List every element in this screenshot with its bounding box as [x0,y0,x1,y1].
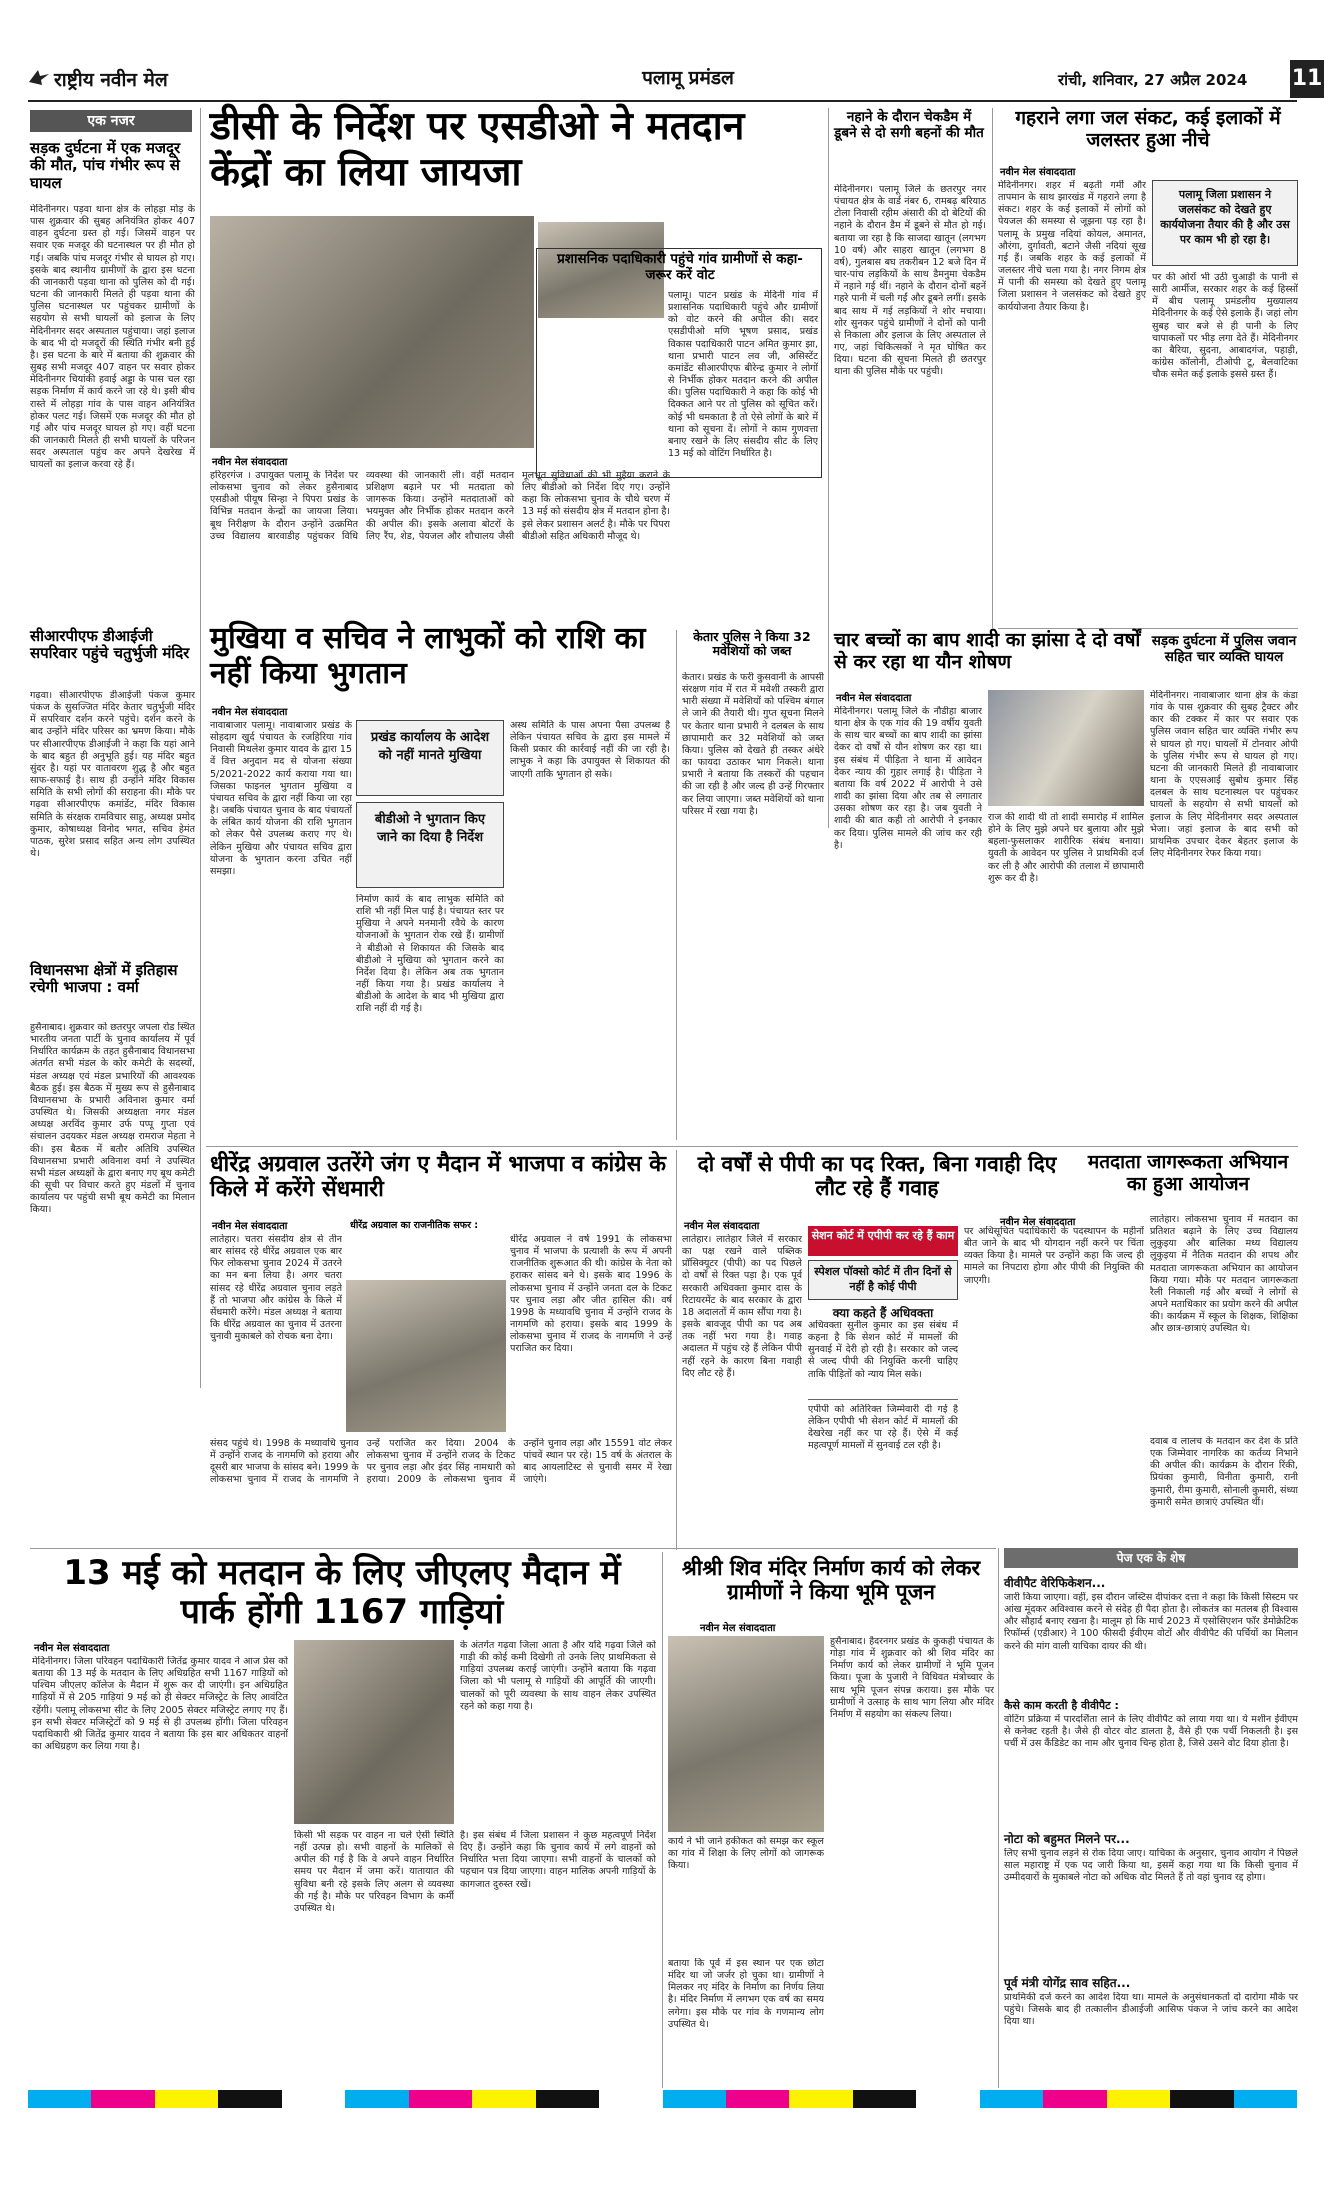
temple-byline: नवीन मेल संवाददाता [700,1623,776,1634]
cattle-body: केतार। प्रखंड के फरी कुसवानी के आपसी संरक्षण गांव में रात में मवेशी तस्करी द्वारा भारी संख्या में मवेशियों को पश्चिम बंगाल ले जाने की तैयारी थी। गुप्त सूचना मिलने पर केतार थाना प्रभारी ने दलबल के साथ छापामारी कर 32 मवेशियों को जब्त किया। पुलिस को देखते ही तस्कर अंधेरे का फायदा उठाकर भाग निकले। थाना प्रभारी ने बताया कि तस्करों की पहचान की जा रही है और जल्द ही उन्हें गिरफ्तार कर लिया जाएगा। जब्त मवेशियों को थाना परिसर में रखा गया है। [682,672,824,817]
pp-body: लातेहार। लातेहार जिले में सरकार का पक्ष रखने वाले पब्लिक प्रॉसिक्यूटर (पीपी) का पद पिछले दो वर्षों से रिक्त पड़ा है। एक पूर्व सरकारी अधिवक्ता कुमार दास के रिटायरमेंट के बाद सरकार के द्वारा 18 अदालतों में काम सौंपा गया है। इसके बावजूद पीपी का पद अब तक नहीं भरा गया है। गवाह अदालत में पहुंच रहे हैं लेकिन पीपी नहीं रहने के कारण बिना गवाही दिए लौट रहे हैं। [682,1234,802,1379]
vehicle-body3: किसी भी सड़क पर वाहन ना चले ऐसी स्थिति नहीं उत्पन्न हो। सभी वाहनों के मालिकों से अपील की गई है कि वे अपने वाहन निर्धारित समय पर मैदान में जमा करें। यातायात की सुविधा बनी रहे इसके लिए अलग से व्यवस्था की गई है। मौके पर परिवहन विभाग के कर्मी उपस्थित थे। [294,1830,454,1914]
section-title: पलामू प्रमंडल [642,67,734,89]
divider [206,1146,1298,1147]
mukhiya-callout1: प्रखंड कार्यालय के आदेश को नहीं मानते मुखिया [356,720,504,796]
water-callout: पलामू जिला प्रशासन ने जलसंकट को देखते हुए कार्ययोजना तैयार की है और उस पर काम भी हो रहा है। [1152,180,1298,266]
sheet-item3-body: लिए सभी चुनाव लड़ने से रोक दिया जाए। याचिका के अनुसार, चुनाव आयोग ने पिछले साल महाराष्ट्र में एक पद जारी किया था, इसमें कहा गया था कि किसी चुनाव में उम्मीदवारों के मुकाबले नोटा को अधिक वोट मिलते हैं तो वहां चुनाव रद्द होगा। [1004,1848,1298,1884]
box-story-headline: प्रशासनिक पदाधिकारी पहुंचे गांव ग्रामीणों से कहा- जरूर करें वोट [557,251,803,283]
column-divider [676,1150,677,1550]
temple-body2: बताया कि पूर्व में इस स्थान पर एक छोटा मंदिर था जो जर्जर हो चुका था। ग्रामीणों ने मिलकर नए मंदिर के निर्माण का निर्णय लिया है। मंदिर निर्माण में लगभग एक वर्ष का समय लगेगा। इस मौके पर गांव के गणमान्य लोग उपस्थित थे। [668,1958,824,2030]
temple-photo [668,1636,824,1832]
father-photo [988,690,1144,806]
dhirendra-body: लातेहार। चतरा संसदीय क्षेत्र से तीन बार सांसद रहे धीरेंद्र अग्रवाल एक बार फिर लोकसभा चुनाव 2024 में उतरने का मन बना लिया है। अगर चतरा सांसद रहे धीरेंद्र अग्रवाल चुनाव लड़ते हैं तो भाजपा और कांग्रेस के किले में सेंधमारी करेंगे। मंडल अध्यक्ष ने बताया कि धीरेंद्र अग्रवाल का चुनाव में उतरना चुनावी मुकाबले को रोचक बना देगा। [210,1234,342,1343]
father-byline: नवीन मेल संवाददाता [836,693,912,704]
mukhiya-body3: अस्थ समिति के पास अपना पैसा उपलब्ध है लेकिन पंचायत सचिव के द्वारा इस मामले में किसी प्रकार की कार्रवाई नहीं की जा रही है। लाभुक ने कहा कि उपायुक्त से शिकायत की जाएगी ताकि भुगतान हो सके। [510,720,670,780]
left-story2-headline: सीआरपीएफ डीआईजी सपरिवार पहुंचे चतुर्भुजी मंदिर [30,627,190,663]
left-story2-body: गढ़वा। सीआरपीएफ डीआईजी पंकज कुमार पंकज के सुसज्जित मंदिर केतार चतुर्भुजी मंदिर में सपरिवार दर्शन करने पहुंचे। दर्शन करने के बाद उन्होंने मंदिर परिसर का भ्रमण किया। मौके पर सीआरपीएफ डीआईजी ने कहा कि यहां आने के बाद बहुत ही अनुभूति हुई। यह मंदिर बहुत सुंदर है। यहां पर वातावरण शुद्ध है और बहुत साफ-सफाई है। साथ ही उन्होंने मंदिर विकास समिति के सभी लोगों की सराहना की। मौके पर गढ़वा सीआरपीएफ कमांडेंट, मंदिर विकास समिति के संरक्षक रामविचार साहू, अध्यक्ष प्रमोद कुमार, कोषाध्यक्ष विनोद भगत, सचिव हेमंत पाठक, सुरेश प्रसाद सहित अन्य लोग उपस्थित थे। [30,690,195,860]
father-headline: चार बच्चों का बाप शादी का झांसा दे दो वर्षों से कर रहा था यौन शोषण [834,629,1141,673]
pp-byline: नवीन मेल संवाददाता [684,1221,760,1232]
dhirendra-photo [346,1280,506,1432]
left-story1-body: मेदिनीनगर। पड़वा थाना क्षेत्र के लोहड़ा मोड़ के पास शुक्रवार की सुबह अनियंत्रित होकर 407 वाहन दुर्घटना ग्रस्त हो गई। जिसमें वाहन पर सवार एक मजदूर की घटनास्थल पर ही मौत हो गई। जबकि पांच मजदूर गंभीर से घायल हो गए। इसके बाद स्थानीय ग्रामीणों के द्वारा इस घटना की जानकारी पड़वा थाना को पुलिस को दी गई। घटना की जानकारी मिलते ही पड़वा थाना की पुलिस घटनास्थल पर पहुंचकर ग्रामीणों के सहयोग से सभी घायलों को इलाज के लिए मेदिनीनगर सदर अस्पताल पहुंचाया। जहां इलाज के बाद भी दो मजदूरों की स्थिति गंभीर बनी हुई है। इस घटना के बारे में बताया की शुक्रवार की सुबह सभी मजदूर 407 वाहन पर सवार होकर मेदिनीनगर चियांकी हवाई अड्डा के पास चल रहा सड़क निर्माण में कार्य करने जा रहे थे। इसी बीच रास्ते में लोहड़ा गांव के पास वाहन अनियंत्रित होकर पलट गई। जिसमें एक मजदूर की मौत हो गई और पांच मजदूर घायल हो गए। वहीं घटना की जानकारी मिलते ही सभी घायलों के परिजन सदर अस्पताल पहुंच कर अपने देखरेख में घायलों का इलाज करवा रहे हैं। [30,204,195,471]
drowning-headline: नहाने के दौरान चेकडैम में डूबने से दो सगी बहनों की मौत [834,109,984,141]
vehicle-headline: 13 मई को मतदान के लिए जीएलए मैदान में पार्क होंगी 1167 गाड़ियां [63,1553,621,1633]
column-divider [676,630,677,1140]
pp-headline: दो वर्षों से पीपी का पद रिक्त, बिना गवाही दिए लौट रहे हैं गवाह [697,1152,1057,1201]
dhirendra-byline: नवीन मेल संवाददाता [212,1221,288,1232]
pp-body2: एपीपी को अतिरिक्त जिम्मेवारी दी गई है लेकिन एपीपी भी सेशन कोर्ट में मामलों की देखरेख नहीं कर पा रहे हैं। ऐसे में कई महत्वपूर्ण मामलों में सुनवाई टल रही है। [808,1404,958,1452]
box-story-body: पलामू। पाटन प्रखंड के मेदिनी गांव में प्रशासनिक पदाधिकारी पहुंचे और ग्रामीणों को वोट करने की अपील की। सदर एसडीपीओ मणि भूषण प्रसाद, प्रखंड विकास पदाधिकारी पाटन अमित कुमार झा, थाना प्रभारी पाटन लव जी, असिस्टेंट कमांडेंट सीआरपीएफ बीरेन्द्र कुमार ने लोगों से निर्भीक होकर मतदान करने की अपील की। पुलिस पदाधिकारी ने कहा कि कोई भी दिक्कत आने पर तो पुलिस को सूचित करें। कोई भी धमकाता है तो ऐसे लोगों के बारे में थाना को सूचना दें। लोगों ने काम गुणवत्ता बनाए रखने के लिए संसदीय सीट के लिए 13 मई को वोटिंग निर्धारित है। [668,290,818,460]
column-divider [662,1552,663,2088]
pp-body3: पर अधिसूचित पदाधिकारी के पदस्थापन के महीनों बीत जाने के बाद भी योगदान नहीं करने पर चिंता व्यक्त किया है। मामले पर उन्होंने कहा कि जल्द ही मामले का निपटारा होगा और पीपी की नियुक्ति की जाएगी। [964,1226,1144,1286]
page-sheet-header: पेज एक के शेष [1004,1548,1298,1568]
column-divider [992,108,993,628]
accident-right-headline: सड़क दुर्घटना में पुलिस जवान सहित चार व्यक्ति घायल [1151,633,1297,665]
lead-byline: नवीन मेल संवाददाता [212,457,288,468]
mukhiya-body: नावाबाजार पलामू। नावाबाजार प्रखंड के सोहदाग खुर्द पंचायत के रजहिरिया गांव निवासी मिथलेश कुमार यादव के द्वारा 15 वें वित्त अनुदान मद से योजना संख्या 5/2021-2022 कार्य कराया गया था। जिसका फाइनल भुगतान मुखिया व पंचायत सचिव के द्वारा नहीं किया जा रहा है। जबकि पंचायत चुनाव के बाद पंचायतों के लंबित कार्य योजना की राशि भुगतान को लेकर पैसे उपलब्ध कराए गए थे। लेकिन मुखिया और पंचायत सचिव द्वारा योजना के भुगतान करना उचित नहीं समझा। [210,720,352,877]
sheet-item2-body: वोटिंग प्रक्रिया में पारदर्शिता लाने के लिए वीवीपैट को लाया गया था। ये मशीन ईवीएम से कनेक्ट रहती है। जैसे ही वोटर वोट डालता है, वैसे ही एक पर्ची निकलती है। इस पर्ची में उस कैंडिडेट का नाम और चुनाव चिन्ह होता है, जिसे उसने वोट दिया होता है। [1004,1714,1298,1750]
sheet-item4-title: पूर्व मंत्री योगेंद्र साव सहित... [1004,1976,1131,1990]
father-body2: राज की शादी थी तो शादी समारोह में शामिल होने के लिए मुझे अपने घर बुलाया और मुझे बहला-फुसलाकर शारीरिक संबंध बनाया। युवती के आवेदन पर पुलिस ने प्राथमिकी दर्ज कर ली है और आरोपी की तलाश में छापामारी शुरू कर दी है। [988,812,1144,884]
water-headline: गहराने लगा जल संकट, कई इलाकों में जलस्तर हुआ नीचे [1015,107,1281,151]
left-story3-headline: विधानसभा क्षेत्रों में इतिहास रचेगी भाजपा : वर्मा [30,961,178,997]
awareness-body: लातेहार। लोकसभा चुनाव में मतदान का प्रतिशत बढ़ाने के लिए उच्च विद्यालय लुकुइया और बालिका मध्य विद्यालय लुकुइया में नैतिक मतदान की शपथ और मतदाता जागरूकता अभियान का आयोजन किया गया। मौके पर मतदान जागरूकता रैली निकाली गई और बच्चों ने लोगों से अपने मताधिकार का प्रयोग करने की अपील की। कार्यक्रम में स्कूल के शिक्षक, शिक्षिका और छात्र-छात्राएं उपस्थित थे। [1150,1214,1298,1335]
mukhiya-body2: निर्माण कार्य के बाद लाभुक समिति को राशि भी नहीं मिल पाई है। पंचायत स्तर पर मुखिया ने अपने मनमानी रवैये के कारण योजनाओं के भुगतान रोक रखे हैं। ग्रामीणों ने बीडीओ से शिकायत की जिसके बाद बीडीओ ने मुखिया को भुगतान करने का निर्देश दिया है। लेकिन अब तक भुगतान नहीं किया गया है। प्रखंड कार्यालय ने बीडीओ के आदेश के बाद भी मुखिया द्वारा राशि नहीं दी गई है। [356,894,504,1015]
sheet-item1-title: वीवीपैट वेरिफिकेशन... [1004,1576,1106,1590]
temple-headline: श्रीश्री शिव मंदिर निर्माण कार्य को लेकर ग्रामीणों ने किया भूमि पूजन [681,1556,981,1605]
temple-caption: कार्य ने भी जाने हकीकत को समझ कर स्कूल का गांव में शिक्षा के लिए लोगों को जागरूक किया। [668,1836,824,1872]
water-body2: पर की ओरों भी उठी चुआड़ी के पानी से सारी आर्मीज, सरकार शहर के कई हिस्सों में बीच पलामू प्रमंडलीय मुख्यालय मेदिनीनगर के कई ऐसे इलाके हैं। जहां लोग सुबह चार बजे से ही पानी के लिए चापाकलों पर भीड़ लगा देते हैं। मेदिनीनगर का बैरिया, सुदना, आबादगंज, पहाड़ी, कांग्रेस कॉलोनी, टीओपी टू, बेलवाटिका चौक समेत कई इलाके इससे ग्रस्त हैं। [1152,272,1298,381]
sheet-item3-title: नोटा को बहुमत मिलने पर... [1004,1832,1130,1846]
awareness-byline: नवीन मेल संवाददाता [1000,1217,1076,1228]
sheet-item2-title: कैसे काम करती है वीवीपैट : [1004,1699,1119,1712]
temple-body: हुसैनाबाद। हैदरनगर प्रखंड के कुकही पंचायत के गोड़ा गांव में शुक्रवार को श्री शिव मंदिर का निर्माण कार्य को लेकर ग्रामीणों ने भूमि पूजन किया। पूजा के पुजारी ने विधिवत मंत्रोच्चार के साथ भूमि पूजन संपन्न कराया। इस मौके पर ग्रामीणों ने उत्साह के साथ भाग लिया और मंदिर निर्माण में सहयोग का संकल्प लिया। [830,1636,994,1720]
lead-photo [210,216,534,448]
dhirendra-sub-byline: धीरेंद्र अग्रवाल का राजनीतिक सफर : [350,1220,479,1231]
paper-name: राष्ट्रीय नवीन मेल [54,69,168,91]
dhirendra-headline: धीरेंद्र अग्रवाल उतरेंगे जंग ए मैदान में भाजपा व कांग्रेस के किले में करेंगे सेंधमारी [210,1152,667,1203]
accident-right-body: मेदिनीनगर। नावाबाजार थाना क्षेत्र के कंडा गांव के पास शुक्रवार की सुबह ट्रैक्टर और कार की टक्कर में कार पर सवार एक पुलिस जवान सहित चार व्यक्ति गंभीर रूप से घायल हो गए। घायलों में टोनवार ओपी के पुलिस गंभीर रूप से घायल हो गए। घटना की जानकारी मिलते ही नावाबाजार थाना के एएसआई सुबोध कुमार सिंह दलबल के साथ घटनास्थल पर पहुंचकर घायलों के सहयोग से सभी घायलों को इलाज के लिए मेदिनीनगर सदर अस्पताल भेजा। जहां इलाज के बाद सभी को प्राथमिक उपचार देकर बेहतर इलाज के लिए मेदिनीनगर रेफर किया गया। [1150,690,1298,860]
vehicle-byline: नवीन मेल संवाददाता [34,1643,110,1654]
lead-body: हरिहरगंज । उपायुक्त पलामू के निर्देश पर लोकसभा चुनाव को लेकर हुसैनाबाद एसडीओ पीयूष सिन्हा ने पिपरा प्रखंड के विभिन्न मतदान केन्द्रों का जायजा लिया। बूथ निरीक्षण के दौरान उन्होंने उत्क्रमित उच्च विद्यालय बारवाडीह पहुंचकर विधि व्यवस्था की जानकारी ली। वहीं मतदान प्रशिक्षण बढ़ाने पर भी मतदाता को जागरूक किया। उन्होंने मतदाताओं को भयमुक्त और निर्भीक होकर मतदान करने की अपील की। इसके अलावा बोटरों के लिए रैंप, शेड, पेयजल और शौचालय जैसी मूलभूत सुविधाओं की भी मुहैया कराने के लिए बीडीओ को निर्देश दिए गए। उन्होंने कहा कि लोकसभा चुनाव के चौथे चरण में 13 मई को संसदीय क्षेत्र में मतदान होना है। इसे लेकर प्रशासन अलर्ट है। मौके पर पिपरा बीडीओ सहित अधिकारी मौजूद थे। [210,470,670,542]
left-story1-headline: सड़क दुर्घटना में एक मजदूर की मौत, पांच गंभीर रूप से घायल [30,139,181,192]
dhirendra-body2: धीरेंद्र अग्रवाल ने वर्ष 1991 के लोकसभा चुनाव में भाजपा के प्रत्याशी के रूप में अपनी राजनीतिक शुरूआत की थी। कांग्रेस के नेता को हराकर सांसद बने थे। इसके बाद 1996 के लोकसभा चुनाव में उन्होंने जनता दल के टिकट पर चुनाव लड़ा और जीत हासिल की। वर्ष 1998 के मध्यावधि चुनाव में उन्होंने राजद के नागमणि को हराया। इसके बाद 1999 के लोकसभा चुनाव में राजद के नागमणि ने उन्हें पराजित कर दिया। [510,1234,672,1355]
left-column-header: एक नजर [30,110,192,132]
vehicle-body: मेदिनीनगर। जिला परिवहन पदाधिकारी जितेंद्र कुमार यादव ने आज प्रेस को बताया की 13 मई के मतदान के लिए अधिग्रहित सभी 1167 गाड़ियों को पश्चिम जीएलए कॉलेज के मैदान में शुरू कर दी जाएंगी। इन अधिग्रहित गाड़ियों में से 205 गाड़ियां 9 मई को ही सेक्टर मजिस्ट्रेट के लिए आवंटित रहेंगी। पलामू लोकसभा सीट के लिए 2005 सेक्टर मजिस्ट्रेट लगाए गए हैं। इन सभी सेक्टर मजिस्ट्रेटों को 9 मई से ही उपलब्ध होंगी। जिला परिवहन पदाधिकारी श्री जितेंद्र कुमार यादव ने बताया कि इस बार अधिकतर वाहनों का अधिग्रहण कर लिया गया है। [32,1656,288,1753]
mukhiya-callout2: बीडीओ ने भुगतान किए जाने का दिया है निर्देश [356,802,504,888]
drowning-body: मेदिनीनगर। पलामू जिले के छतरपुर नगर पंचायत क्षेत्र के वार्ड नंबर 6, रामबढ़ बरियाठ टोला निवासी रहीम अंसारी की दो बेटियों की नहाने के दौरान डैम में डूबने से मौत हो गई। बताया जा रहा है कि साजदा खातून (लगभग 10 वर्ष) और साहरा खातून (लगभग 8 वर्ष), गुलबास बघ तकरीबन 12 बजे दिन में चार-पांच लड़कियों के साथ डैमनुमा चेकडैम में नहाने गई थीं। नहाने के दौरान दोनों बहनें गहरे पानी में चली गईं और डूबने लगीं। इसके बाद साथ में गई लड़कियों ने शोर मचाया। शोर सुनकर पहुंचे ग्रामीणों ने दोनों को पानी से निकाला और इलाज के लिए अस्पताल ले गए, जहां चिकित्सकों ने मृत घोषित कर दिया। घटना की सूचना मिलते ही छतरपुर थाना की पुलिस मौके पर पहुंची। [834,184,986,378]
left-story3-body: हुसैनाबाद। शुक्रवार को छतरपुर जपला रोड स्थित भारतीय जनता पार्टी के चुनाव कार्यालय में पूर्व निर्धारित कार्यक्रम के तहत हुसैनाबाद विधानसभा अंतर्गत सभी मंडल के कोर कमेटी के सदस्यों, मंडल अध्यक्ष एवं मंडल प्रभारियों की आवश्यक बैठक हुई। इस बैठक में मुख्य रूप से हुसैनाबाद विधानसभा के प्रभारी अविनाश कुमार वर्मा उपस्थित थे। जिसकी अध्यक्षता नगर मंडल अध्यक्ष अरविंद कुमार उर्फ पप्पू गुप्ता एवं संचालन उदयकर मंडल अध्यक्ष रामराज मेहता ने की। इस बैठक में बतौर अतिथि उपस्थित विधानसभा प्रभारी अविनाश वर्मा ने उपस्थित सभी मंडल अध्यक्षों के द्वारा बनाए गए बूथ कमेटी की सूची पर विचार करते हुए मंडलों में चुनाव कार्यालय पर पहुंची सभी बूथ कमेटी का मिलान किया। [30,1022,195,1216]
print-color-bar [28,2090,1297,2108]
cattle-headline: केतार पुलिस ने किया 32 मवेशियों को जब्त [693,629,811,659]
column-divider [998,1548,999,2088]
pp-callout-sub: स्पेशल पॉक्सो कोर्ट में तीन दिनों से नहीं है कोई पीपी [808,1260,958,1300]
vehicle-photo [294,1640,454,1824]
divider [30,1548,996,1549]
awareness-body2: दवाब व लालच के मतदान कर देश के प्रति एक जिम्मेवार नागरिक का कर्तव्य निभाने की अपील की। कार्यक्रम के दौरान रिंकी, प्रियंका कुमारी, विनीता कुमारी, रानी कुमारी, रीमा कुमारी, सोनाली कुमारी, संध्या कुमारी समेत छात्राएं उपस्थित थीं। [1150,1436,1298,1508]
masthead [28,62,1323,102]
awareness-headline: मतदाता जागरूकता अभियान का हुआ आयोजन [1087,1151,1289,1195]
pp-callout-red: सेशन कोर्ट में एपीपी कर रहे हैं काम [808,1226,958,1256]
vehicle-body2: के अंतर्गत गढ़वा जिला आता है और यदि गढ़वा जिले को गाड़ी की कोई कमी दिखेगी तो उनके लिए प्राथमिकता से गाड़ियां उपलब्ध कराई जाएंगी। उन्होंने बताया कि गढ़वा जिला को भी पलामू से गाड़ियों की आपूर्ति की जाएगी। चालकों को पूरी व्यवस्था के साथ वाहन लेकर उपस्थित रहने को कहा गया है। [460,1640,656,1712]
column-divider [200,108,201,1388]
page-number: 11 [1290,60,1324,98]
father-body: मेदिनीनगर। पलामू जिले के नौडीहा बाजार थाना क्षेत्र के एक गांव की 19 वर्षीय युवती के साथ चार बच्चों का बाप शादी का झांसा देकर दो वर्षों से यौन शोषण कर रहा था। इस संबंध में पीड़िता ने थाना में आवेदन देकर न्याय की गुहार लगाई है। पीड़िता ने बताया कि वर्ष 2022 में आरोपी ने उसे शादी का झांसा दिया और तब से लगातार उसका शोषण कर रहा है। जब युवती ने शादी की बात कही तो आरोपी ने इनकार कर दिया। पुलिस मामले की जांच कर रही है। [834,706,982,851]
pp-callout-body: अधिवक्ता सुनील कुमार का इस संबंध में कहना है कि सेशन कोर्ट में मामलों की सुनवाई में देरी हो रही है। सरकार को जल्द से जल्द पीपी की नियुक्ति करनी चाहिए ताकि पीड़ितों को न्याय मिल सके। [808,1320,958,1400]
sheet-item4-body: प्राथमिकी दर्ज करने का आदेश दिया था। मामले के अनुसंधानकर्ता दो दारोगा मौके पर पहुंचे। जिसके बाद ही तत्कालीन डीआईजी आसिफ पंकज ने जांच करने का आदेश दिया था। [1004,1992,1298,2028]
column-divider [828,108,829,828]
dhirendra-body3: संसद पहुंचे थे। 1998 के मध्यावधि चुनाव में उन्होंने राजद के नागमणि को हराया और दूसरी बार भाजपा के सांसद बने। 1999 के लोकसभा चुनाव में राजद के नागमणि ने उन्हें पराजित कर दिया। 2004 के लोकसभा चुनाव में उन्होंने राजद के टिकट पर चुनाव लड़ा और इंदर सिंह नामधारी को हराया। 2009 के लोकसभा चुनाव में उन्होंने चुनाव लड़ा और 15591 वोट लेकर पांचवें स्थान पर रहे। 15 वर्ष के अंतराल के बाद आयलाटिस्ट से चुनावी समर में रेखा जाएंगे। [210,1438,672,1486]
lead-headline: डीसी के निर्देश पर एसडीओ ने मतदान केंद्रों का लिया जायजा [210,104,745,196]
sheet-item1-body: जारी किया जाएगा। वहीं, इस दौरान जस्टिस दीपांकर दत्ता ने कहा कि किसी सिस्टम पर आंख मूंदकर अविश्वास करने से संदेह ही पैदा होता है। लोकतंत्र का मतलब ही विश्वास और सौहार्द बनाए रखना है। मालूम हो कि मार्च 2023 में एसोसिएशन फॉर डेमोक्रेटिक रिफॉर्म्स (एडीआर) ने 100 फीसदी ईवीएम वोटों और वीवीपैट की पर्चियों का मिलान करने की मांग वाली याचिका दायर की थी। [1004,1592,1298,1652]
vehicle-body4: है। इस संबंध में जिला प्रशासन ने कुछ महत्वपूर्ण निर्देश दिए हैं। उन्होंने कहा कि चुनाव कार्य में लगे वाहनों को निर्धारित भत्ता दिया जाएगा। सभी वाहनों के चालकों को पहचान पत्र दिया जाएगा। वाहन मालिक अपनी गाड़ियों के कागजात दुरुस्त रखें। [460,1830,656,1890]
mukhiya-headline: मुखिया व सचिव ने लाभुकों को राशि का नहीं किया भुगतान [210,621,646,691]
issue-date: रांची, शनिवार, 27 अप्रैल 2024 [1058,71,1248,89]
pp-callout-question: क्या कहते हैं अधिवक्ता [832,1306,934,1320]
water-byline: नवीन मेल संवाददाता [1000,167,1076,178]
masthead-logo-icon [28,68,50,86]
water-body: मेदिनीनगर। शहर में बढ़ती गर्मी और तापमान के साथ झारखंड में गहराने लगा है संकट। शहर के कई इलाकों में लोगों को पेयजल की समस्या से जूझना पड़ रहा है। पलामू के प्रमुख नदियां कोयल, अमानत, औरंगा, दुर्गावती, बटाने जैसी नदियां सूख गई हैं। जबकि शहर के कई इलाकों में जलस्तर नीचे चला गया है। नगर निगम क्षेत्र में पानी की समस्या को देखते हुए पलामू जिला प्रशासन ने जलसंकट को देखते हुए कार्ययोजना तैयार किया है। [998,180,1146,313]
mukhiya-byline: नवीन मेल संवाददाता [212,707,288,718]
